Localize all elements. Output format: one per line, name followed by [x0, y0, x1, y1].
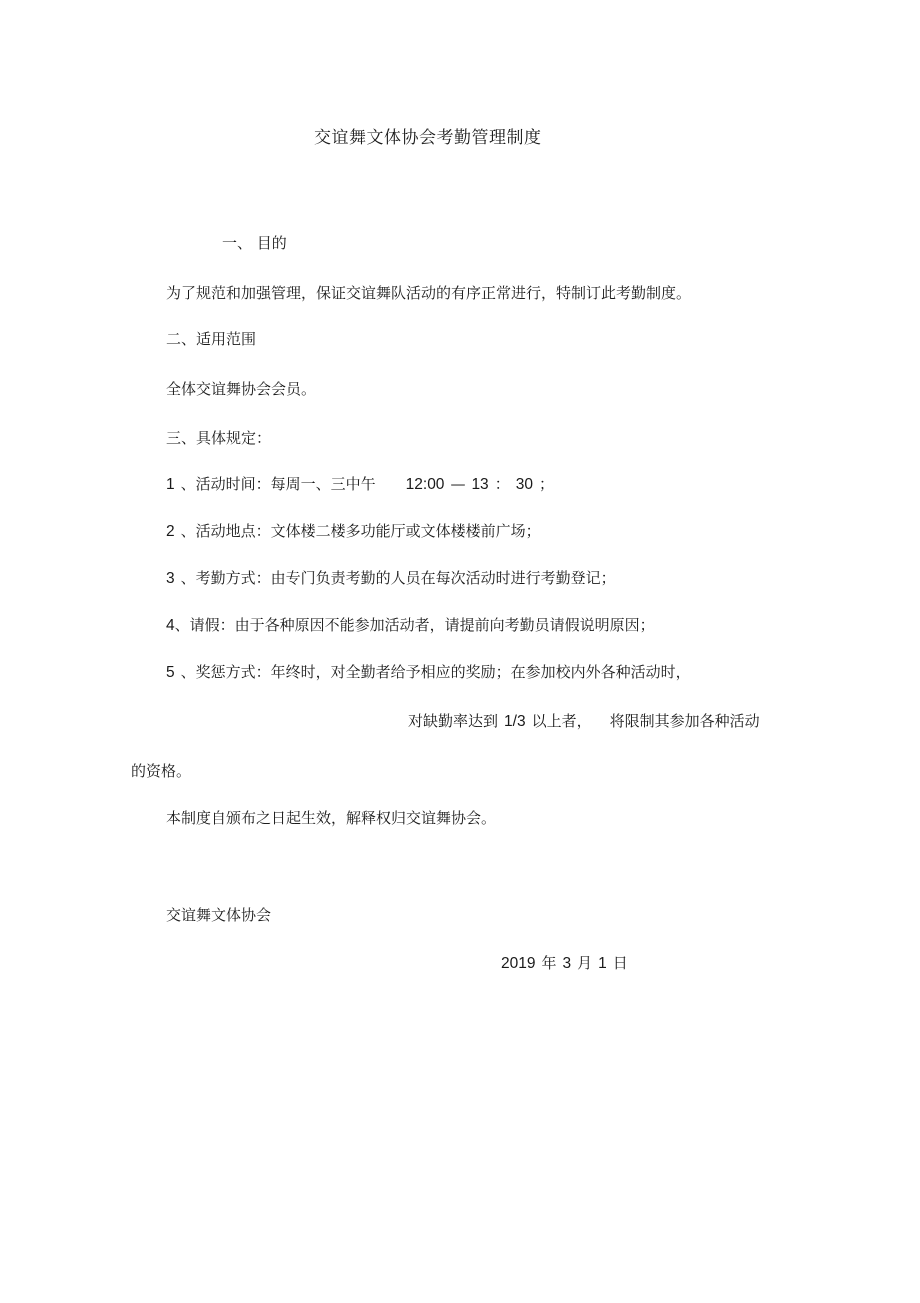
- purpose-paragraph: 为了规范和加强管理，保证交谊舞队活动的有序正常进行，特制订此考勤制度。: [166, 284, 692, 302]
- rule-5-number: 5: [166, 664, 175, 681]
- section-heading-purpose: 一、 目的: [222, 234, 287, 252]
- rule-5: [166, 662, 691, 683]
- rule-2-text: 、活动地点：文体楼二楼多功能厅或文体楼楼前广场；: [180, 522, 541, 540]
- rule-4: [166, 615, 655, 636]
- rule-5-cont-a: 对缺勤率达到: [408, 712, 499, 730]
- rule-4-text: 、请假：由于各种原因不能参加活动者，请提前向考勤员请假说明原因；: [174, 616, 655, 634]
- rule-1-dash: —: [450, 475, 466, 493]
- rule-1: [166, 474, 554, 495]
- rule-2-number: 2: [166, 523, 175, 540]
- rule-2: [166, 521, 541, 542]
- rule-1-start-time: 12:00: [405, 476, 445, 493]
- rule-3-text: 、考勤方式：由专门负责考勤的人员在每次活动时进行考勤登记；: [180, 569, 616, 587]
- rule-3: [166, 568, 616, 589]
- date-year-unit: 年: [541, 954, 557, 972]
- signature-org: 交谊舞文体协会: [166, 906, 272, 924]
- rule-5-cont-c: 将限制其参加各种活动: [609, 712, 760, 730]
- signature-date: [501, 953, 628, 974]
- section-heading-scope: 二、适用范围: [166, 330, 257, 348]
- rule-5-text: 、奖惩方式：年终时，对全勤者给予相应的奖励；在参加校内外各种活动时，: [180, 663, 691, 681]
- rule-5-ratio: 1/3: [504, 713, 526, 730]
- date-day-unit: 日: [612, 954, 628, 972]
- section-heading-rules: 三、具体规定：: [166, 429, 272, 447]
- date-month-unit: 月: [577, 954, 593, 972]
- rule-1-end-minute: 30: [515, 476, 533, 493]
- rule-1-end-mark: ；: [538, 475, 554, 493]
- rule-4-number: 4: [166, 617, 175, 634]
- rule-5-cont-d: 的资格。: [131, 762, 192, 780]
- date-year: 2019: [501, 955, 536, 972]
- rule-1-label: 、活动时间：每周一、三中午: [180, 475, 376, 493]
- effective-statement: 本制度自颁布之日起生效，解释权归交谊舞协会。: [166, 809, 497, 827]
- rule-3-number: 3: [166, 570, 175, 587]
- rule-1-number: 1: [166, 476, 175, 493]
- scope-paragraph: 全体交谊舞协会会员。: [166, 380, 317, 398]
- rule-1-end-hour: 13: [471, 476, 489, 493]
- rule-5-cont-b: 以上者，: [531, 712, 592, 730]
- date-day: 1: [598, 955, 607, 972]
- rule-1-colon: ：: [494, 475, 510, 493]
- rule-5-continuation: [408, 711, 760, 732]
- date-month: 3: [562, 955, 572, 972]
- document-title: 交谊舞文体协会考勤管理制度: [314, 128, 542, 148]
